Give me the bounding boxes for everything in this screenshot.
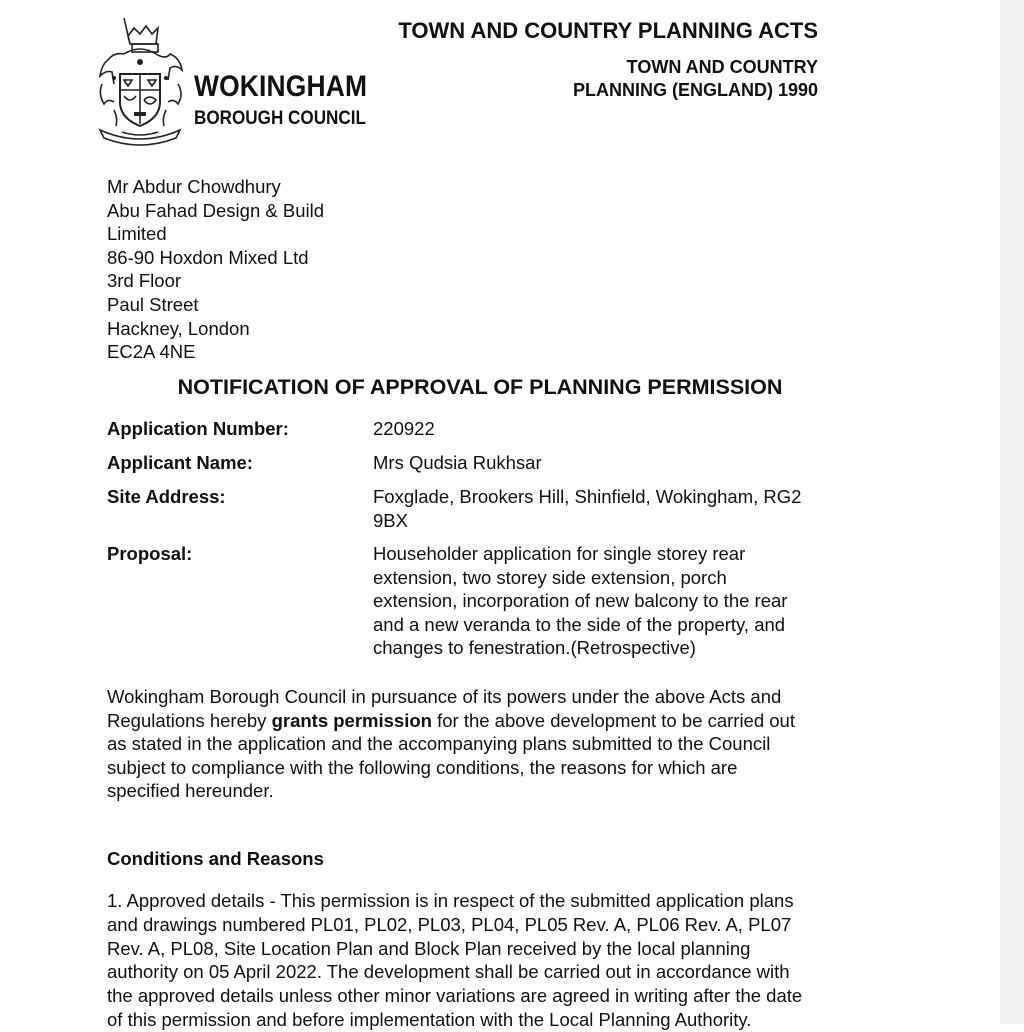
grant-text: as stated in the application and the accompanying plans submitted to the Council: [107, 733, 771, 755]
condition-line: Rev. A, PL08, Site Location Plan and Block Plan received by the local planning: [107, 937, 751, 959]
address-line: Hackney, London: [107, 317, 250, 339]
grant-text-part: Regulations hereby: [107, 709, 272, 731]
proposal-line: extension, two storey side extension, porch: [373, 566, 727, 588]
grant-line: [107, 685, 877, 709]
grant-line: [107, 779, 877, 803]
site-address-label: Site Address:: [107, 486, 226, 507]
address-line: Limited: [107, 223, 167, 245]
site-address-line: 9BX: [373, 509, 408, 531]
address-line: Paul Street: [107, 293, 199, 315]
recipient-address: [107, 175, 324, 364]
address-line: Mr Abdur Chowdhury: [107, 176, 281, 197]
grant-line: [107, 732, 877, 756]
site-address-line: Foxglade, Brookers Hill, Shinfield, Wokingham, RG2: [373, 486, 802, 507]
proposal-line: and a new veranda to the side of the property, and: [373, 613, 786, 635]
grant-text: [107, 709, 795, 733]
conditions-heading: Conditions and Reasons: [107, 848, 324, 869]
applicant-name-value: Mrs Qudsia Rukhsar: [373, 452, 542, 473]
condition-line: authority on 05 April 2022. The development shall be carried out in accordance with: [107, 961, 790, 983]
condition-line: of this permission and before implementation with the Local Planning Authority.: [107, 1008, 752, 1030]
council-subtitle: BOROUGH COUNCIL: [194, 108, 366, 129]
proposal-value: [373, 542, 873, 660]
address-line: EC2A 4NE: [107, 341, 196, 363]
site-address-value: [373, 485, 873, 532]
address-line: 86-90 Hoxdon Mixed Ltd: [107, 246, 309, 268]
acts-subtitle: [573, 56, 818, 102]
acts-subtitle-line: TOWN AND COUNTRY: [626, 57, 818, 77]
grant-line: [107, 709, 877, 733]
council-crest-icon: [94, 14, 186, 150]
notification-title: NOTIFICATION OF APPROVAL OF PLANNING PERMISSION: [177, 375, 783, 399]
condition-1: [107, 889, 887, 1032]
proposal-line: Householder application for single storey rear: [373, 543, 746, 564]
condition-line: 1. Approved details - This permission is in respect of the submitted application plans: [107, 890, 794, 911]
applicant-name-label: Applicant Name:: [107, 452, 253, 473]
condition-line: the approved details unless other minor variations are agreed in writing after the date: [107, 985, 803, 1007]
application-number-label: Application Number:: [107, 418, 289, 439]
grant-emphasis: grants permission: [271, 709, 432, 731]
viewer-margin: [1000, 0, 1024, 1024]
grant-paragraph: [107, 685, 877, 803]
grant-text: subject to compliance with the following conditions, the reasons for which are: [107, 756, 738, 778]
acts-title: TOWN AND COUNTRY PLANNING ACTS: [398, 18, 818, 43]
application-number-value: 220922: [373, 418, 435, 439]
acts-subtitle-line: PLANNING (ENGLAND) 1990: [572, 80, 818, 100]
grant-text: specified hereunder.: [107, 780, 274, 802]
address-line: Abu Fahad Design & Build: [107, 199, 324, 221]
proposal-label: Proposal:: [107, 543, 193, 564]
grant-text: Wokingham Borough Council in pursuance of its powers under the above Acts and: [107, 686, 782, 707]
proposal-line: extension, incorporation of new balcony to the rear: [373, 590, 788, 612]
proposal-line: changes to fenestration.(Retrospective): [373, 637, 696, 659]
grant-text-part: for the above development to be carried out: [431, 709, 795, 731]
condition-line: and drawings numbered PL01, PL02, PL03, PL04, PL05 Rev. A, PL06 Rev. A, PL07: [107, 913, 792, 935]
address-line: 3rd Floor: [107, 270, 182, 292]
council-name: WOKINGHAM: [194, 70, 368, 103]
grant-line: [107, 756, 877, 780]
